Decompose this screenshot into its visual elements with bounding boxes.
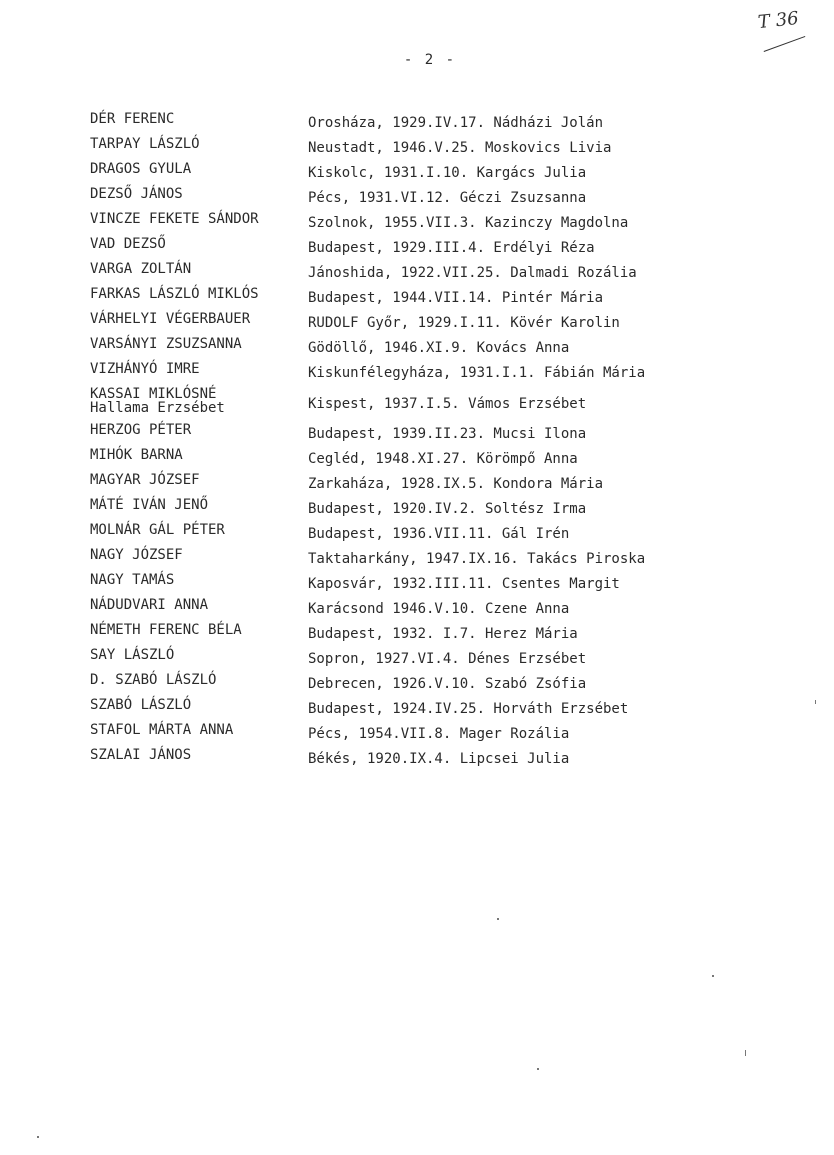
record-name (90, 573, 308, 587)
record-name (90, 548, 308, 562)
record-name (90, 623, 308, 637)
record-details: Budapest, 1939.II.23. Mucsi Ilona (308, 426, 587, 442)
record-name (90, 312, 308, 326)
record-name (90, 523, 308, 537)
record-name-line: MAGYAR JÓZSEF (90, 472, 200, 488)
record-row (90, 337, 730, 362)
record-name (90, 498, 308, 512)
record-name-line: SZABÓ LÁSZLÓ (90, 697, 192, 713)
record-name-line: VINCZE FEKETE SÁNDOR (90, 211, 259, 227)
record-name (90, 262, 308, 276)
record-details: Jánoshida, 1922.VII.25. Dalmadi Rozália (308, 265, 637, 281)
scan-speck (37, 1136, 39, 1138)
record-name (90, 287, 308, 301)
record-name-line: TARPAY LÁSZLÓ (90, 136, 200, 152)
record-name-line: DRAGOS GYULA (90, 161, 192, 177)
record-details: Neustadt, 1946.V.25. Moskovics Livia (308, 140, 612, 156)
record-name-line: SAY LÁSZLÓ (90, 647, 175, 663)
record-details: Cegléd, 1948.XI.27. Körömpő Anna (308, 451, 578, 467)
scan-speck (537, 1068, 539, 1070)
handwritten-corner-mark: T 36 (757, 8, 800, 33)
record-row (90, 573, 730, 598)
record-details: Budapest, 1936.VII.11. Gál Irén (308, 526, 570, 542)
record-details: Budapest, 1924.IV.25. Horváth Erzsébet (308, 701, 629, 717)
corner-mark-underline (764, 36, 806, 52)
record-row (90, 698, 730, 723)
record-name-line: VARSÁNYI ZSUZSANNA (90, 336, 242, 352)
record-row (90, 648, 730, 673)
record-name-line: MOLNÁR GÁL PÉTER (90, 522, 225, 538)
record-name-line: KASSAI MIKLÓSNÉ (90, 386, 217, 402)
records-list (90, 112, 730, 773)
scan-speck (815, 700, 816, 704)
record-name (90, 337, 308, 351)
record-row (90, 423, 730, 448)
record-name-line: VÁRHELYI VÉGERBAUER (90, 311, 251, 327)
record-name-line: NÉMETH FERENC BÉLA (90, 622, 242, 638)
record-details: Debrecen, 1926.V.10. Szabó Zsófia (308, 676, 587, 692)
record-row (90, 748, 730, 773)
record-details: Budapest, 1932. I.7. Herez Mária (308, 626, 578, 642)
record-row (90, 262, 730, 287)
record-name (90, 598, 308, 612)
record-details: Karácsond 1946.V.10. Czene Anna (308, 601, 570, 617)
record-details: Budapest, 1929.III.4. Erdélyi Réza (308, 240, 595, 256)
record-name (90, 473, 308, 487)
record-row (90, 137, 730, 162)
record-row (90, 212, 730, 237)
record-details: Szolnok, 1955.VII.3. Kazinczy Magdolna (308, 215, 629, 231)
record-row (90, 673, 730, 698)
record-row (90, 548, 730, 573)
record-details: Sopron, 1927.VI.4. Dénes Erzsébet (308, 651, 587, 667)
record-details: RUDOLF Győr, 1929.I.11. Kövér Karolin (308, 315, 620, 331)
record-row (90, 387, 730, 423)
record-name-line: NAGY JÓZSEF (90, 547, 183, 563)
record-row (90, 162, 730, 187)
record-name (90, 673, 308, 687)
record-name (90, 112, 308, 126)
record-row (90, 237, 730, 262)
record-name (90, 648, 308, 662)
record-name-line: NÁDUDVARI ANNA (90, 597, 209, 613)
record-name (90, 723, 308, 737)
record-details: Taktaharkány, 1947.IX.16. Takács Piroska (308, 551, 646, 567)
record-name-line: DEZSŐ JÁNOS (90, 186, 183, 202)
record-name (90, 162, 308, 176)
record-name-line: VARGA ZOLTÁN (90, 261, 192, 277)
record-details: Békés, 1920.IX.4. Lipcsei Julia (308, 751, 570, 767)
record-row (90, 523, 730, 548)
record-details: Kaposvár, 1932.III.11. Csentes Margit (308, 576, 620, 592)
record-name-line: MIHÓK BARNA (90, 447, 183, 463)
record-name-line: MÁTÉ IVÁN JENŐ (90, 497, 209, 513)
record-details: Budapest, 1944.VII.14. Pintér Mária (308, 290, 604, 306)
record-name (90, 748, 308, 762)
record-name-line: VIZHÁNYÓ IMRE (90, 361, 200, 377)
record-details: Kiskolc, 1931.I.10. Kargács Julia (308, 165, 587, 181)
record-name-line: STAFOL MÁRTA ANNA (90, 722, 234, 738)
record-name (90, 362, 308, 376)
record-row (90, 312, 730, 337)
record-name-line: DÉR FERENC (90, 111, 175, 127)
record-row (90, 623, 730, 648)
record-name-line: NAGY TAMÁS (90, 572, 175, 588)
record-row (90, 287, 730, 312)
scan-speck (712, 975, 714, 977)
scan-speck (497, 918, 499, 920)
record-details: Orosháza, 1929.IV.17. Nádházi Jolán (308, 115, 604, 131)
record-details: Budapest, 1920.IV.2. Soltész Irma (308, 501, 587, 517)
record-name-line: Hallama Erzsébet (90, 400, 225, 416)
record-name-line: HERZOG PÉTER (90, 422, 192, 438)
record-name-line: VAD DEZSŐ (90, 236, 166, 252)
record-details: Pécs, 1931.VI.12. Géczi Zsuzsanna (308, 190, 587, 206)
record-details: Gödöllő, 1946.XI.9. Kovács Anna (308, 340, 570, 356)
record-name (90, 237, 308, 251)
record-row (90, 112, 730, 137)
record-name (90, 698, 308, 712)
record-name (90, 423, 308, 437)
record-row (90, 448, 730, 473)
record-name-line: D. SZABÓ LÁSZLÓ (90, 672, 217, 688)
record-row (90, 362, 730, 387)
record-details: Kiskunfélegyháza, 1931.I.1. Fábián Mária (308, 365, 646, 381)
record-name (90, 212, 308, 226)
record-name (90, 448, 308, 462)
record-row (90, 498, 730, 523)
record-name (90, 387, 308, 415)
record-name (90, 137, 308, 151)
record-row (90, 187, 730, 212)
record-details: Pécs, 1954.VII.8. Mager Rozália (308, 726, 570, 742)
record-details: Zarkaháza, 1928.IX.5. Kondora Mária (308, 476, 604, 492)
scan-speck (745, 1050, 746, 1056)
record-name-line: SZALAI JÁNOS (90, 747, 192, 763)
record-name (90, 187, 308, 201)
page-number: - 2 - (403, 52, 457, 68)
record-details: Kispest, 1937.I.5. Vámos Erzsébet (308, 396, 587, 412)
record-row (90, 723, 730, 748)
record-name-line: FARKAS LÁSZLÓ MIKLÓS (90, 286, 259, 302)
record-row (90, 473, 730, 498)
record-row (90, 598, 730, 623)
